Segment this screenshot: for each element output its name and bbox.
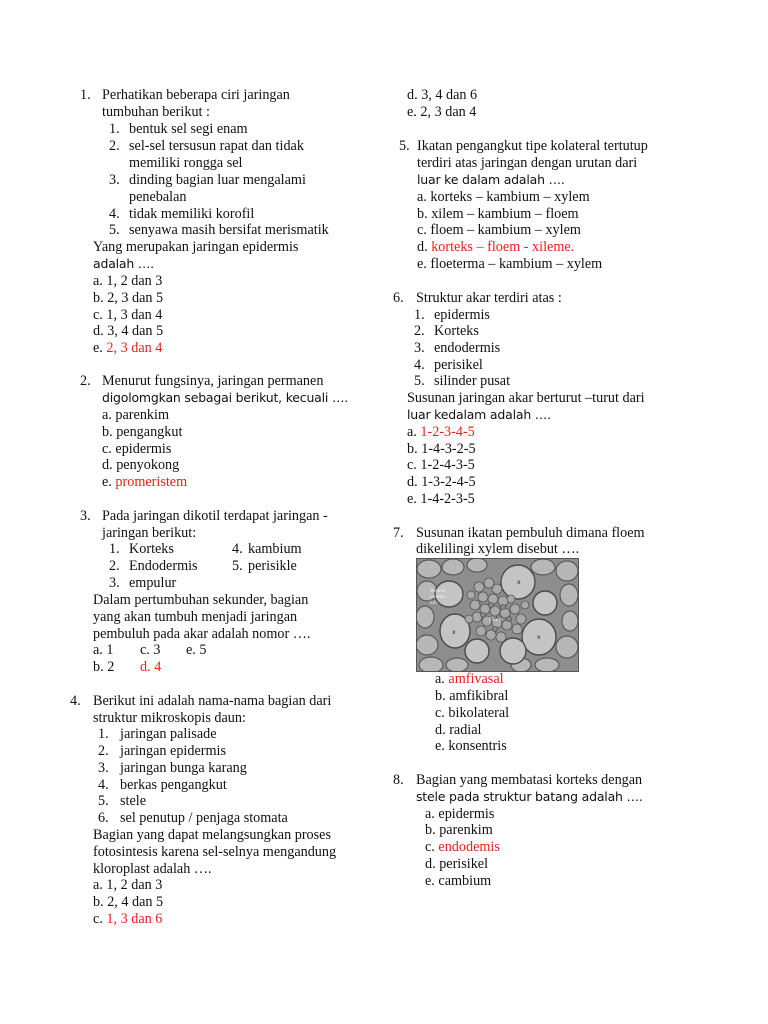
question-number: 4.: [70, 693, 81, 709]
question-number: 6.: [393, 290, 404, 306]
list-number: 4.: [414, 357, 425, 373]
list-item: penebalan: [129, 189, 187, 205]
answer-option[interactable]: [425, 873, 491, 890]
correct-answer-text: promeristem: [115, 474, 188, 490]
micrograph-label-x: x: [517, 579, 521, 586]
question-stem: Menurut fungsinya, jaringan permanen: [102, 373, 324, 389]
answer-option-correct[interactable]: [93, 911, 162, 928]
answer-option[interactable]: [407, 474, 476, 491]
question-stem: jaringan berikut:: [102, 525, 197, 541]
option-letter: b.: [102, 424, 117, 440]
list-number: 4.: [109, 206, 120, 222]
list-number: 1.: [109, 541, 120, 557]
answer-option[interactable]: [93, 290, 163, 307]
answer-option[interactable]: [435, 738, 507, 755]
option-text: 1-3-2-4-5: [421, 474, 476, 490]
answer-option[interactable]: [417, 189, 590, 206]
option-letter: e.: [407, 104, 421, 120]
option-letter: e.: [425, 873, 439, 889]
answer-option[interactable]: [93, 323, 163, 340]
list-item: sel-sel tersusun rapat dan tidak: [129, 138, 304, 154]
answer-option[interactable]: [417, 206, 579, 223]
correct-answer-text: 2, 3 dan 4: [106, 340, 163, 356]
micrograph-label: pembu-: [430, 595, 448, 600]
option-letter: a.: [93, 877, 107, 893]
option-text: 1-4-3-2-5: [421, 441, 476, 457]
question-text: Yang merupakan jaringan epidermis: [93, 239, 299, 255]
correct-answer-text: amfivasal: [448, 671, 504, 687]
option-letter: a.: [417, 189, 431, 205]
option-letter: a.: [93, 642, 107, 658]
question-text: Susunan jaringan akar berturut –turut dari: [407, 390, 645, 406]
answer-option-correct[interactable]: [425, 839, 500, 856]
option-text: parenkim: [115, 407, 169, 423]
list-item: dinding bagian luar mengalami: [129, 172, 306, 188]
answer-option-correct[interactable]: [407, 424, 475, 441]
option-letter: d.: [417, 239, 432, 255]
option-letter: a.: [425, 806, 439, 822]
answer-option[interactable]: [417, 256, 602, 273]
question-stem: Bagian yang membatasi korteks dengan: [416, 772, 643, 788]
question-text: pembuluh pada akar adalah nomor ….: [93, 626, 311, 642]
answer-option[interactable]: [93, 659, 114, 676]
answer-option[interactable]: [435, 705, 509, 722]
answer-option[interactable]: [425, 806, 494, 823]
answer-option-correct[interactable]: [102, 474, 187, 491]
question-number: 7.: [393, 525, 404, 541]
option-letter: d.: [140, 659, 155, 675]
option-letter: d.: [407, 474, 422, 490]
question-number: 2.: [80, 373, 91, 389]
list-number: 5.: [109, 222, 120, 238]
correct-answer-text: 1-2-3-4-5: [420, 424, 475, 440]
list-item: endodermis: [434, 340, 501, 356]
option-text: radial: [449, 722, 482, 738]
list-item: perisikle: [248, 558, 297, 574]
answer-option[interactable]: [93, 273, 162, 290]
answer-option-correct[interactable]: [417, 239, 574, 256]
option-letter: c.: [435, 705, 449, 721]
option-text: 2: [107, 659, 115, 675]
option-letter: c.: [140, 642, 154, 658]
option-text: floeterma – kambium – xylem: [430, 256, 603, 272]
answer-option[interactable]: [435, 722, 481, 739]
question-stem: dikelilingi xylem disebut ….: [416, 541, 580, 557]
question-stem: terdiri atas jaringan dengan urutan dari: [417, 155, 638, 171]
answer-option[interactable]: [93, 877, 162, 894]
vascular-bundle-micrograph: [416, 558, 579, 672]
option-text: cambium: [438, 873, 492, 889]
option-letter: e.: [407, 491, 421, 507]
list-item: kambium: [248, 541, 302, 557]
question-stem: Berikut ini adalah nama-nama bagian dari: [93, 693, 332, 709]
option-text: konsentris: [448, 738, 507, 754]
question-stem: tumbuhan berikut :: [102, 104, 210, 120]
answer-option[interactable]: [407, 87, 477, 104]
option-text: 2, 4 dan 5: [107, 894, 164, 910]
option-text: 1-2-4-3-5: [420, 457, 475, 473]
question-text: Dalam pertumbuhan sekunder, bagian: [93, 592, 309, 608]
option-letter: b.: [93, 894, 108, 910]
answer-option[interactable]: [435, 688, 508, 705]
option-text: 5: [199, 642, 207, 658]
list-number: 6.: [98, 810, 109, 826]
question-text: kloroplast adalah ….: [93, 861, 212, 877]
list-number: 5.: [232, 558, 243, 574]
answer-option[interactable]: [93, 642, 114, 659]
list-number: 1.: [414, 307, 425, 323]
option-letter: b.: [407, 441, 422, 457]
list-item: Endodermis: [129, 558, 198, 574]
answer-option[interactable]: [140, 642, 161, 659]
answer-option[interactable]: [425, 822, 493, 839]
question-number: 8.: [393, 772, 404, 788]
question-text: fotosintesis karena sel-selnya mengandung: [93, 844, 337, 860]
list-item: stele: [120, 793, 146, 809]
list-number: 3.: [98, 760, 109, 776]
question-text: adalah ….: [93, 256, 154, 271]
list-item: silinder pusat: [434, 373, 511, 389]
option-text: 2, 3 dan 4: [420, 104, 477, 120]
question-stem: Struktur akar terdiri atas :: [416, 290, 562, 306]
list-item: tidak memiliki korofil: [129, 206, 255, 222]
question-stem: Susunan ikatan pembuluh dimana floem: [416, 525, 645, 541]
answer-option[interactable]: [102, 457, 179, 474]
correct-answer-text: 1, 3 dan 6: [106, 911, 163, 927]
option-text: 1-4-2-3-5: [420, 491, 475, 507]
question-text: luar kedalam adalah ….: [407, 407, 551, 422]
list-number: 2.: [109, 558, 120, 574]
question-number: 3.: [80, 508, 91, 524]
option-letter: c.: [102, 441, 116, 457]
question-number: 1.: [80, 87, 91, 103]
option-text: pengangkut: [116, 424, 183, 440]
answer-option[interactable]: [407, 491, 475, 508]
answer-option[interactable]: [102, 441, 171, 458]
question-stem: Pada jaringan dikotil terdapat jaringan -: [102, 508, 328, 524]
option-letter: a.: [102, 407, 116, 423]
option-letter: e.: [435, 738, 449, 754]
option-letter: a.: [435, 671, 449, 687]
question-text: yang akan tumbuh menjadi jaringan: [93, 609, 298, 625]
option-text: penyokong: [116, 457, 180, 473]
micrograph-label-x: x: [452, 629, 456, 636]
option-text: epidermis: [115, 441, 172, 457]
list-number: 1.: [109, 121, 120, 137]
option-letter: c.: [93, 307, 107, 323]
option-letter: e.: [93, 340, 107, 356]
list-number: 5.: [414, 373, 425, 389]
question-stem: stele pada struktur batang adalah ….: [416, 789, 643, 804]
answer-option[interactable]: [186, 642, 207, 659]
correct-answer-text: endodemis: [438, 839, 500, 855]
option-text: epidermis: [438, 806, 495, 822]
list-item: sel penutup / penjaga stomata: [120, 810, 288, 826]
option-text: 2, 3 dan 5: [107, 290, 164, 306]
option-letter: d.: [435, 722, 450, 738]
answer-option[interactable]: [93, 894, 163, 911]
list-item: jaringan bunga karang: [120, 760, 247, 776]
question-text: Bagian yang dapat melangsungkan proses: [93, 827, 331, 843]
option-text: korteks – kambium – xylem: [430, 189, 590, 205]
question-stem: Perhatikan beberapa ciri jaringan: [102, 87, 290, 103]
option-text: 3: [153, 642, 161, 658]
option-letter: e.: [186, 642, 200, 658]
answer-option[interactable]: [407, 457, 475, 474]
option-letter: b.: [417, 206, 432, 222]
question-stem: digolomgkan sebagai berikut, kecuali ….: [102, 390, 349, 405]
list-item: empulur: [129, 575, 177, 591]
option-letter: a.: [93, 273, 107, 289]
option-letter: a.: [407, 424, 421, 440]
option-letter: d.: [425, 856, 440, 872]
list-item: Korteks: [129, 541, 174, 557]
option-letter: d.: [407, 87, 422, 103]
option-letter: e.: [102, 474, 116, 490]
option-letter: c.: [425, 839, 439, 855]
answer-option[interactable]: [102, 424, 182, 441]
answer-option[interactable]: [407, 104, 476, 121]
list-number: 2.: [98, 743, 109, 759]
list-number: 4.: [232, 541, 243, 557]
answer-option[interactable]: [102, 407, 169, 424]
micrograph-label: Berkas: [430, 589, 446, 594]
option-letter: d.: [102, 457, 117, 473]
list-item: berkas pengangkut: [120, 777, 227, 793]
micrograph-drawing: [417, 559, 578, 671]
list-item: perisikel: [434, 357, 483, 373]
option-text: xilem – kambium – floem: [431, 206, 579, 222]
answer-option-correct[interactable]: [93, 340, 162, 357]
micrograph-label: luh: [430, 601, 437, 606]
list-item: bentuk sel segi enam: [129, 121, 248, 137]
list-item: memiliki rongga sel: [129, 155, 243, 171]
list-item: jaringan epidermis: [120, 743, 226, 759]
list-number: 1.: [98, 726, 109, 742]
option-text: 1, 3 dan 4: [106, 307, 163, 323]
list-item: senyawa masih bersifat merismatik: [129, 222, 329, 238]
micrograph-label-x: x: [537, 634, 541, 641]
list-item: Korteks: [434, 323, 479, 339]
option-text: 1, 2 dan 3: [106, 877, 163, 893]
question-stem: luar ke dalam adalah ….: [417, 172, 565, 187]
option-text: amfikibral: [449, 688, 509, 704]
answer-option[interactable]: [93, 307, 162, 324]
option-text: floem – kambium – xylem: [430, 222, 581, 238]
option-text: 3, 4 dan 6: [421, 87, 478, 103]
answer-option[interactable]: [407, 441, 476, 458]
list-number: 2.: [109, 138, 120, 154]
answer-option-correct[interactable]: [435, 671, 504, 688]
list-item: epidermis: [434, 307, 490, 323]
option-text: perisikel: [439, 856, 489, 872]
option-text: bikolateral: [448, 705, 510, 721]
list-number: 2.: [414, 323, 425, 339]
list-number: 3.: [109, 172, 120, 188]
option-letter: b.: [93, 659, 108, 675]
option-letter: b.: [93, 290, 108, 306]
list-number: 5.: [98, 793, 109, 809]
option-text: 1: [106, 642, 114, 658]
question-number: 5.: [399, 138, 410, 154]
option-letter: c.: [93, 911, 107, 927]
option-text: 3, 4 dan 5: [107, 323, 164, 339]
question-stem: Ikatan pengangkut tipe kolateral tertutup: [417, 138, 648, 154]
option-letter: e.: [417, 256, 431, 272]
list-number: 4.: [98, 777, 109, 793]
option-text: parenkim: [439, 822, 493, 838]
answer-option-correct[interactable]: [140, 659, 161, 676]
question-stem: struktur mikroskopis daun:: [93, 710, 246, 726]
option-letter: b.: [425, 822, 440, 838]
option-letter: d.: [93, 323, 108, 339]
correct-answer-text: 4: [154, 659, 162, 675]
answer-option[interactable]: [425, 856, 488, 873]
correct-answer-text: korteks – floem - xileme.: [431, 239, 575, 255]
option-letter: b.: [435, 688, 450, 704]
list-item: jaringan palisade: [120, 726, 217, 742]
answer-option[interactable]: [417, 222, 581, 239]
micrograph-label: Floem: [489, 618, 503, 623]
option-text: 1, 2 dan 3: [106, 273, 163, 289]
option-letter: c.: [407, 457, 421, 473]
list-number: 3.: [414, 340, 425, 356]
option-letter: c.: [417, 222, 431, 238]
list-number: 3.: [109, 575, 120, 591]
